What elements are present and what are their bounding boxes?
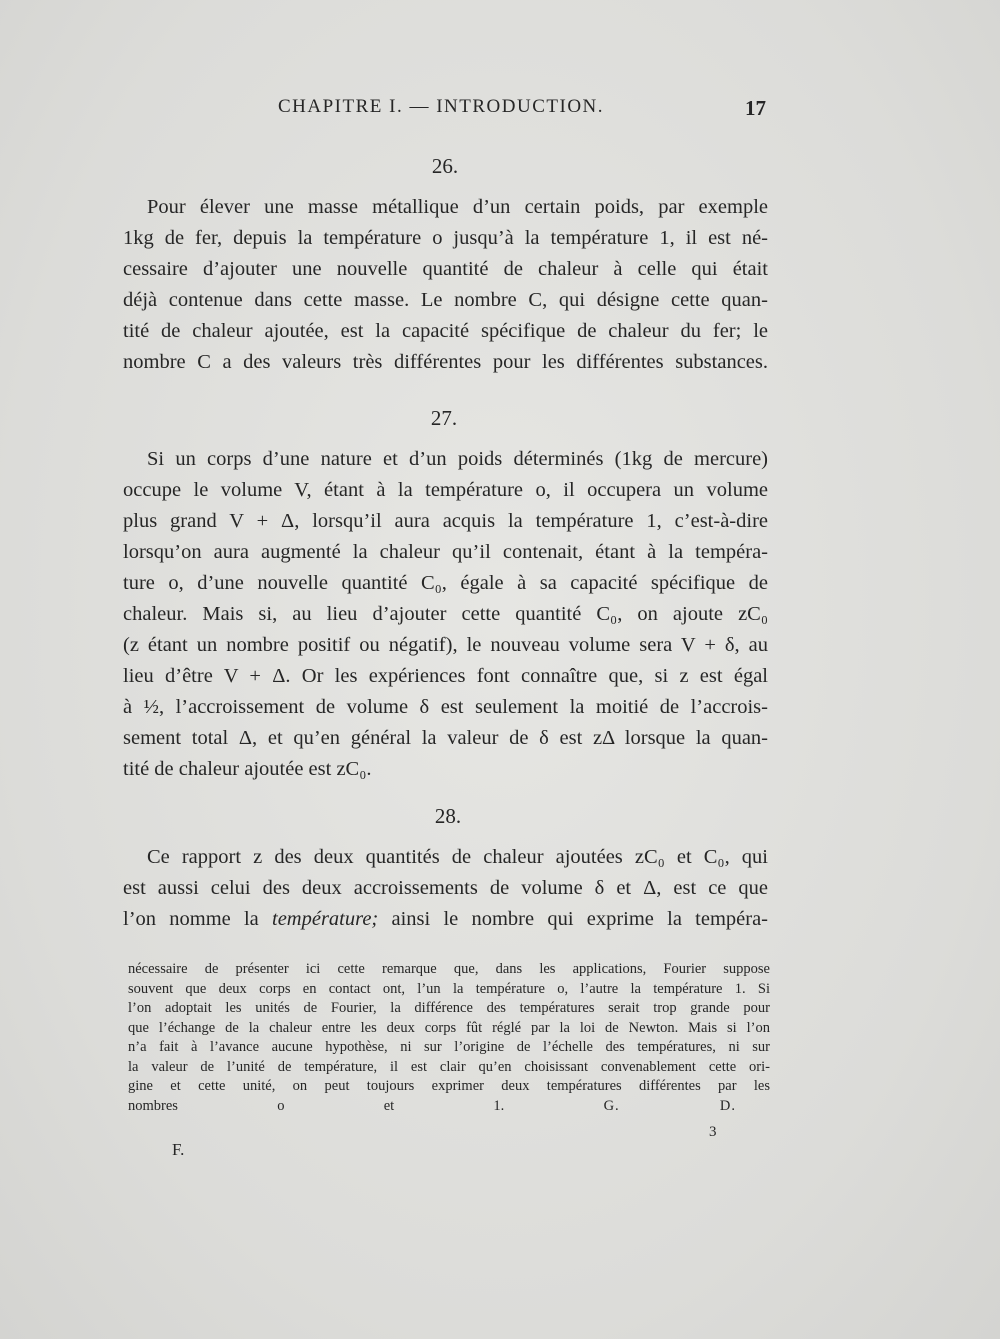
text-line: lorsqu’on aura augmenté la chaleur qu’il contenait, étant à la tempéra- — [123, 541, 768, 563]
text-line: nombre C a des valeurs très différentes pour les différentes substances. — [123, 351, 768, 373]
footnote-line: l’on adoptait les unités de Fourier, la différence des températures serait trop grande pour — [128, 1000, 770, 1016]
italic-term: température; — [272, 908, 379, 930]
footnote-line: nécessaire de présenter ici cette remarque que, dans les applications, Fourier suppose — [128, 961, 770, 977]
text-line: cessaire d’ajouter une nouvelle quantité de chaleur à celle qui était — [123, 258, 768, 280]
section-number-27: 27. — [430, 406, 458, 430]
text-line: ture o, d’une nouvelle quantité C₀, égale à sa capacité spécifique de — [123, 572, 768, 594]
paragraph-28 — [123, 842, 768, 935]
text-line: lieu d’être V + Δ. Or les expériences font connaître que, si z est égal — [123, 665, 768, 687]
footnote-line: n’a fait à l’avance aucune hypothèse, ni sur l’origine de l’échelle des températures, ni sur — [128, 1039, 770, 1055]
paragraph-26 — [123, 192, 768, 378]
text-line: Pour élever une masse métallique d’un certain poids, par exemple — [147, 196, 768, 218]
signature-mark: F. — [172, 1140, 185, 1159]
text-line: Ce rapport z des deux quantités de chaleur ajoutées zC₀ et C₀, qui — [147, 846, 768, 868]
text-line: 1kg de fer, depuis la température o jusqu’à la température 1, il est né- — [123, 227, 768, 249]
text-line: est aussi celui des deux accroissements de volume δ et Δ, est ce que — [123, 877, 768, 899]
text-line: Si un corps d’une nature et d’un poids déterminés (1kg de mercure) — [147, 448, 768, 470]
section-number-26: 26. — [431, 154, 459, 178]
chapter-title: CHAPITRE I. — INTRODUCTION. — [278, 96, 605, 117]
footnote-signature: G. D. — [603, 1097, 737, 1114]
text-segment: l’on nomme la — [123, 908, 259, 930]
footnote-line: gine et cette unité, on peut toujours exprimer deux températures différentes par les — [128, 1078, 770, 1094]
text-line: à ½, l’accroissement de volume δ est seulement la moitié de l’accrois- — [123, 696, 768, 718]
footnote-line: que l’échange de la chaleur entre les deux corps fût réglé par la loi de Newton. Mais si l’on — [128, 1019, 770, 1036]
footnote-line: la valeur de l’unité de température, il est clair qu’en choisissant convenablement cette ori- — [128, 1058, 770, 1075]
text-line: plus grand V + Δ, lorsqu’il aura acquis la température 1, c’est-à-dire — [123, 510, 768, 532]
footnote — [128, 960, 770, 1116]
text-line: occupe le volume V, étant à la température o, il occupera un volume — [123, 479, 768, 501]
footnote-line: nombres o et 1. — [128, 1097, 505, 1114]
text-line: déjà contenue dans cette masse. Le nombre C, qui désigne cette quan- — [123, 289, 768, 311]
text-line-with-italic — [123, 904, 768, 935]
paragraph-27 — [123, 444, 768, 785]
text-line: tité de chaleur ajoutée, est la capacité spécifique de chaleur du fer; le — [123, 320, 768, 342]
running-head — [120, 96, 766, 126]
text-segment: ainsi le nombre qui exprime la tempéra- — [391, 908, 768, 930]
text-line: tité de chaleur ajoutée est zC₀. — [123, 758, 372, 780]
page-number: 17 — [745, 96, 766, 120]
footnote-line: souvent que deux corps en contact ont, l’un la température o, l’autre la température 1. Si — [128, 980, 770, 997]
text-line: chaleur. Mais si, au lieu d’ajouter cette quantité C₀, on ajoute zC₀ — [123, 603, 768, 625]
text-line: sement total Δ, et qu’en général la valeur de δ est zΔ lorsque la quan- — [123, 727, 768, 749]
section-number-28: 28. — [434, 804, 462, 828]
text-line: (z étant un nombre positif ou négatif), le nouveau volume sera V + δ, au — [123, 634, 768, 656]
sheet-number: 3 — [709, 1124, 717, 1140]
footnote-last-line — [128, 1097, 770, 1117]
